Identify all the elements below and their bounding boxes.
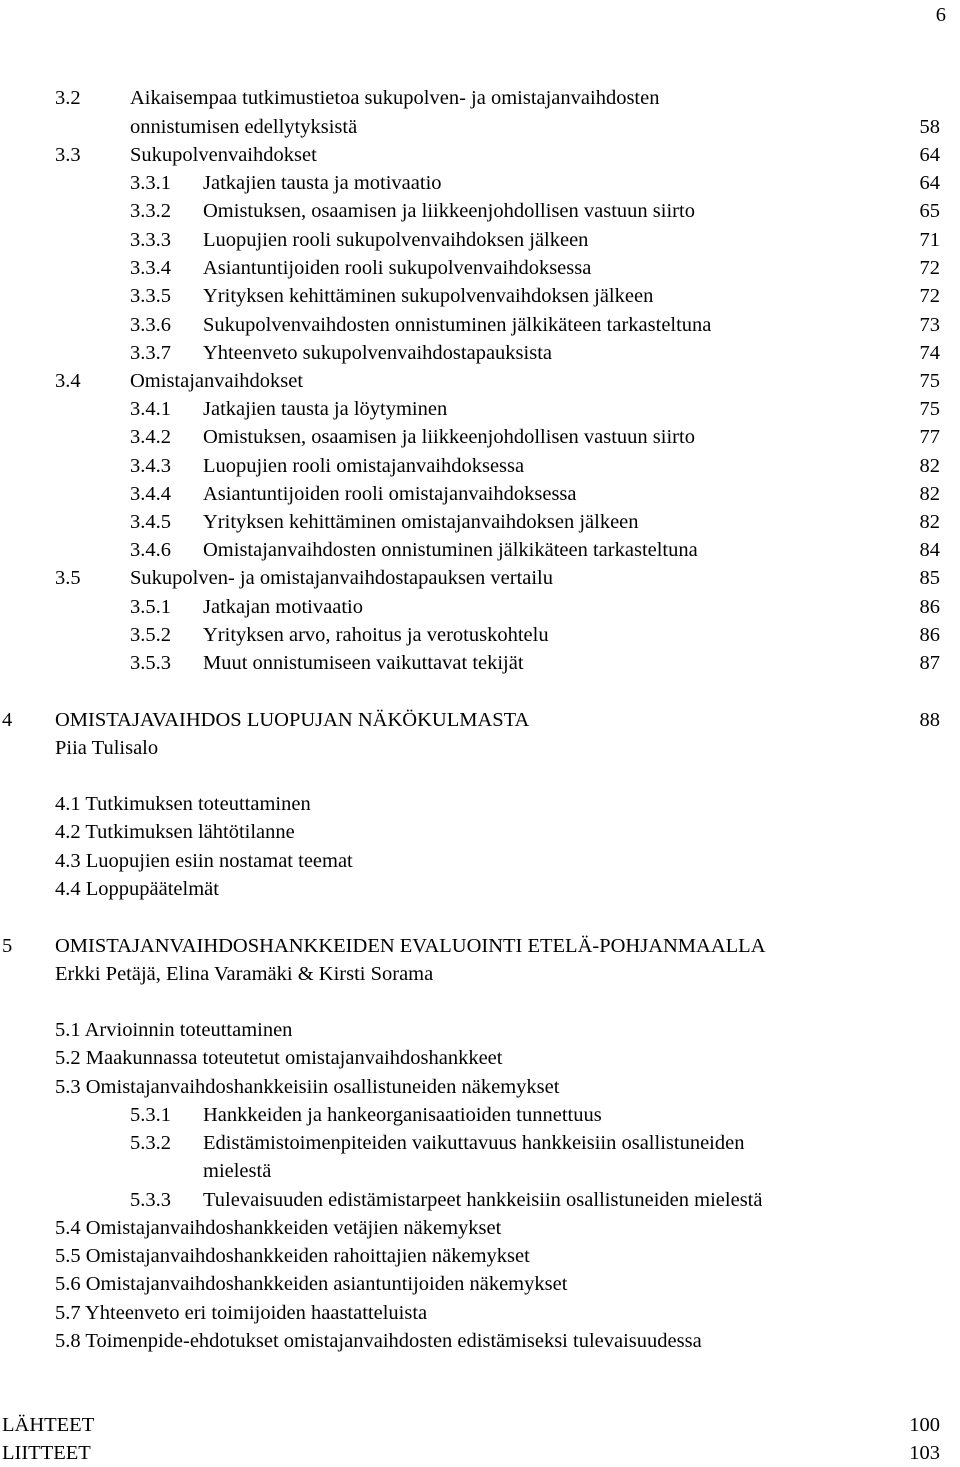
toc-title: Luopujien rooli sukupolvenvaihdoksen jälkeen (203, 229, 589, 251)
toc-title: 5.3 Omistajanvaihdoshankkeisiin osallistuneiden näkemykset (55, 1076, 560, 1098)
toc-number: 3.5 (55, 567, 81, 589)
toc-page: 73 (919, 314, 940, 336)
toc-entry (0, 84, 960, 112)
toc-title: 4.4 Loppupäätelmät (55, 878, 219, 900)
toc-title: onnistumisen edellytyksistä (130, 116, 358, 138)
toc-title: Erkki Petäjä, Elina Varamäki & Kirsti Sorama (55, 963, 434, 985)
toc-number: 3.3.4 (130, 257, 171, 279)
toc-entry (0, 536, 960, 564)
toc-entry (0, 254, 960, 282)
toc-title: 5.8 Toimenpide-ehdotukset omistajanvaihdosten edistämiseksi tulevaisuudessa (55, 1330, 702, 1352)
toc-page: 87 (919, 652, 940, 674)
toc-title: Jatkajan motivaatio (203, 596, 363, 618)
toc-number: 3.4 (55, 370, 81, 392)
toc-entry (0, 480, 960, 508)
toc-page: 58 (919, 116, 940, 138)
toc-page: 64 (919, 144, 940, 166)
toc-title: Tulevaisuuden edistämistarpeet hankkeisiin osallistuneiden mielestä (203, 1189, 763, 1211)
toc-title: 5.7 Yhteenveto eri toimijoiden haastatteluista (55, 1302, 428, 1324)
toc-page: 65 (919, 200, 940, 222)
toc-title: Omistuksen, osaamisen ja liikkeenjohdollisen vastuun siirto (203, 426, 695, 448)
toc-page: 74 (919, 342, 940, 364)
toc-entry (0, 1016, 960, 1044)
toc-chapter (0, 706, 960, 734)
toc-title: Luopujien rooli omistajanvaihdoksessa (203, 455, 525, 477)
toc-title: Yrityksen kehittäminen sukupolvenvaihdoksen jälkeen (203, 285, 654, 307)
toc-entry (0, 197, 960, 225)
toc-page: 86 (919, 596, 940, 618)
toc-entry (0, 282, 960, 310)
toc-number: 3.3.7 (130, 342, 171, 364)
toc-title: 5.1 Arvioinnin toteuttaminen (55, 1019, 293, 1041)
toc-title: Asiantuntijoiden rooli sukupolvenvaihdoksessa (203, 257, 592, 279)
toc-title: mielestä (203, 1160, 272, 1182)
toc-title: Piia Tulisalo (55, 737, 159, 759)
toc-page: 84 (919, 539, 940, 561)
toc-entry (0, 1242, 960, 1270)
toc-entry (0, 790, 960, 818)
toc-entry (0, 169, 960, 197)
toc-title: Jatkajien tausta ja motivaatio (203, 172, 442, 194)
toc-entry (0, 621, 960, 649)
toc-number: 3.2 (55, 87, 81, 109)
toc-page: 77 (919, 426, 940, 448)
toc-page: 100 (909, 1414, 940, 1436)
toc-entry (0, 1044, 960, 1072)
toc-title: 4.1 Tutkimuksen toteuttaminen (55, 793, 311, 815)
toc-entry-references (0, 1411, 960, 1439)
toc-number: 3.3.6 (130, 314, 171, 336)
toc-authors (0, 734, 960, 762)
toc-number: 3.3.5 (130, 285, 171, 307)
toc-title: Asiantuntijoiden rooli omistajanvaihdoksessa (203, 483, 577, 505)
toc-entry (0, 1270, 960, 1298)
toc-page: 72 (919, 257, 940, 279)
toc-entry (0, 1157, 960, 1185)
toc-number: 5.3.1 (130, 1104, 171, 1126)
toc-entry (0, 113, 960, 141)
toc-number: 3.4.5 (130, 511, 171, 533)
toc-page: 103 (909, 1442, 940, 1464)
toc-entry (0, 1186, 960, 1214)
toc-title: LIITTEET (2, 1442, 91, 1464)
toc-title: LÄHTEET (2, 1414, 95, 1436)
toc-page: 86 (919, 624, 940, 646)
toc-page: 85 (919, 567, 940, 589)
toc-title: Jatkajien tausta ja löytyminen (203, 398, 448, 420)
toc-number: 3.5.1 (130, 596, 171, 618)
toc-title: 5.6 Omistajanvaihdoshankkeiden asiantuntijoiden näkemykset (55, 1273, 568, 1295)
toc-page: 72 (919, 285, 940, 307)
toc-entry (0, 649, 960, 677)
toc-title: Muut onnistumiseen vaikuttavat tekijät (203, 652, 524, 674)
toc-entry (0, 452, 960, 480)
toc-entry (0, 141, 960, 169)
toc-number: 3.3.3 (130, 229, 171, 251)
toc-number: 3.4.1 (130, 398, 171, 420)
toc-number: 5.3.3 (130, 1189, 171, 1211)
toc-entry (0, 847, 960, 875)
toc-title: Sukupolvenvaihdokset (130, 144, 317, 166)
toc-title: Edistämistoimenpiteiden vaikuttavuus hankkeisiin osallistuneiden (203, 1132, 745, 1154)
toc-title: Sukupolven- ja omistajanvaihdostapauksen vertailu (130, 567, 554, 589)
toc-page: 82 (919, 483, 940, 505)
toc-entry (0, 1214, 960, 1242)
toc-title: Yhteenveto sukupolvenvaihdostapauksista (203, 342, 553, 364)
toc-title: OMISTAJAVAIHDOS LUOPUJAN NÄKÖKULMASTA (55, 709, 530, 731)
toc-page: 75 (919, 398, 940, 420)
toc-title: 4.3 Luopujien esiin nostamat teemat (55, 850, 353, 872)
toc-number: 3.3.1 (130, 172, 171, 194)
toc-entry (0, 226, 960, 254)
toc-entry (0, 339, 960, 367)
toc-chapter (0, 932, 960, 960)
toc-number: 3.3 (55, 144, 81, 166)
toc-title: Yrityksen arvo, rahoitus ja verotuskohtelu (203, 624, 549, 646)
toc-title: Hankkeiden ja hankeorganisaatioiden tunnettuus (203, 1104, 602, 1126)
toc-title: Aikaisempaa tutkimustietoa sukupolven- ja omistajanvaihdosten (130, 87, 660, 109)
toc-title: Omistuksen, osaamisen ja liikkeenjohdollisen vastuun siirto (203, 200, 695, 222)
toc-title: 5.2 Maakunnassa toteutetut omistajanvaihdoshankkeet (55, 1047, 503, 1069)
toc-page: 71 (919, 229, 940, 251)
page-number: 6 (935, 4, 946, 26)
toc-number: 3.4.3 (130, 455, 171, 477)
toc-entry (0, 508, 960, 536)
toc-entry (0, 1299, 960, 1327)
toc-number: 5 (2, 935, 13, 957)
toc-title: Omistajanvaihdokset (130, 370, 304, 392)
toc-entry (0, 1129, 960, 1157)
toc-entry (0, 423, 960, 451)
toc-number: 3.5.3 (130, 652, 171, 674)
toc-number: 3.3.2 (130, 200, 171, 222)
toc-number: 3.4.2 (130, 426, 171, 448)
toc-entry (0, 1073, 960, 1101)
toc-number: 3.4.4 (130, 483, 171, 505)
toc-entry (0, 1101, 960, 1129)
toc-number: 3.5.2 (130, 624, 171, 646)
toc-page: 64 (919, 172, 940, 194)
toc-page: 88 (919, 709, 940, 731)
toc-entry (0, 395, 960, 423)
toc-number: 3.4.6 (130, 539, 171, 561)
toc-page: 82 (919, 455, 940, 477)
toc-page: 75 (919, 370, 940, 392)
toc-number: 4 (2, 709, 13, 731)
toc-page: 82 (919, 511, 940, 533)
toc-entry (0, 564, 960, 592)
toc-entry (0, 311, 960, 339)
toc-number: 5.3.2 (130, 1132, 171, 1154)
toc-title: Sukupolvenvaihdosten onnistuminen jälkikäteen tarkasteltuna (203, 314, 712, 336)
toc-entry (0, 875, 960, 903)
toc-title: Yrityksen kehittäminen omistajanvaihdoksen jälkeen (203, 511, 639, 533)
toc-title: 5.4 Omistajanvaihdoshankkeiden vetäjien näkemykset (55, 1217, 502, 1239)
toc-entry (0, 818, 960, 846)
toc-entry (0, 593, 960, 621)
toc-authors (0, 960, 960, 988)
toc-title: Omistajanvaihdosten onnistuminen jälkikäteen tarkasteltuna (203, 539, 698, 561)
toc-entry-appendices (0, 1439, 960, 1467)
toc-entry (0, 367, 960, 395)
toc-title: 4.2 Tutkimuksen lähtötilanne (55, 821, 295, 843)
toc-title: OMISTAJANVAIHDOSHANKKEIDEN EVALUOINTI ETELÄ-POHJANMAALLA (55, 935, 766, 957)
toc-title: 5.5 Omistajanvaihdoshankkeiden rahoittajien näkemykset (55, 1245, 530, 1267)
toc-entry (0, 1327, 960, 1355)
